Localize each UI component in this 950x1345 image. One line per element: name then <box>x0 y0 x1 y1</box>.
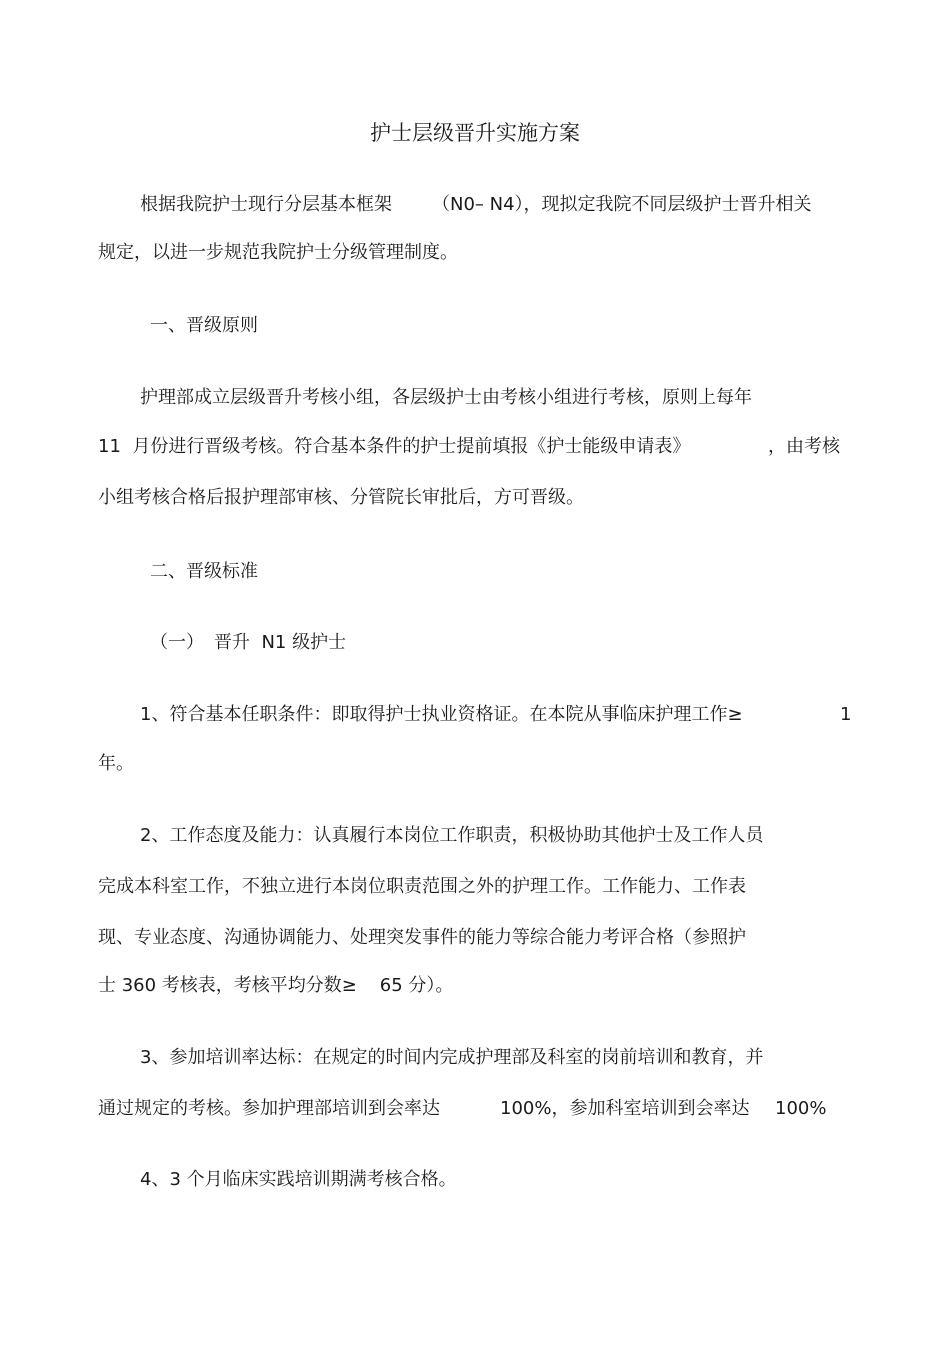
paragraph-2-line-3: 小组考核合格后报护理部审核、分管院长审批后，方可晋级。 <box>98 487 584 508</box>
paragraph-1-line-1b: （N0– N4），现拟定我院不同层级护士晋升相关 <box>432 194 812 215</box>
subsection-title-1: 晋升 N1 级护士 <box>214 632 347 653</box>
section-heading-1: 一、晋级原则 <box>150 315 258 336</box>
paragraph-1-line-1a: 根据我院护士现行分层基本框架 <box>140 194 392 215</box>
item-3-line-2c: 100% <box>775 1098 827 1119</box>
paragraph-2-line-2b: ，由考核 <box>768 436 840 457</box>
item-1-line-1a: 1、符合基本任职条件：即取得护士执业资格证。在本院从事临床护理工作≥ <box>140 704 743 725</box>
item-4-line-1: 4、3 个月临床实践培训期满考核合格。 <box>140 1169 457 1190</box>
section-heading-2: 二、晋级标准 <box>150 561 258 582</box>
item-2-line-4: 士 360 考核表，考核平均分数≥ 65 分）。 <box>98 975 454 996</box>
paragraph-1-line-2: 规定，以进一步规范我院护士分级管理制度。 <box>98 242 458 263</box>
item-3-line-1: 3、参加培训率达标：在规定的时间内完成护理部及科室的岗前培训和教育，并 <box>140 1047 764 1068</box>
item-1-line-2: 年。 <box>98 753 134 774</box>
item-3-line-2b: 100%，参加科室培训到会率达 <box>500 1098 750 1119</box>
paragraph-2-line-1: 护理部成立层级晋升考核小组，各层级护士由考核小组进行考核，原则上每年 <box>140 387 752 408</box>
item-1-line-1b: 1 <box>840 704 852 725</box>
subsection-number-1: （一） <box>150 632 204 653</box>
document-title: 护士层级晋升实施方案 <box>370 121 580 145</box>
paragraph-2-line-2a: 11 月份进行晋级考核。符合基本条件的护士提前填报《护士能级申请表》 <box>98 436 691 457</box>
item-2-line-3: 现、专业态度、沟通协调能力、处理突发事件的能力等综合能力考评合格（参照护 <box>98 927 746 948</box>
item-3-line-2a: 通过规定的考核。参加护理部培训到会率达 <box>98 1098 440 1119</box>
item-2-line-1: 2、工作态度及能力：认真履行本岗位工作职责，积极协助其他护士及工作人员 <box>140 825 764 846</box>
item-2-line-2: 完成本科室工作，不独立进行本岗位职责范围之外的护理工作。工作能力、工作表 <box>98 876 746 897</box>
